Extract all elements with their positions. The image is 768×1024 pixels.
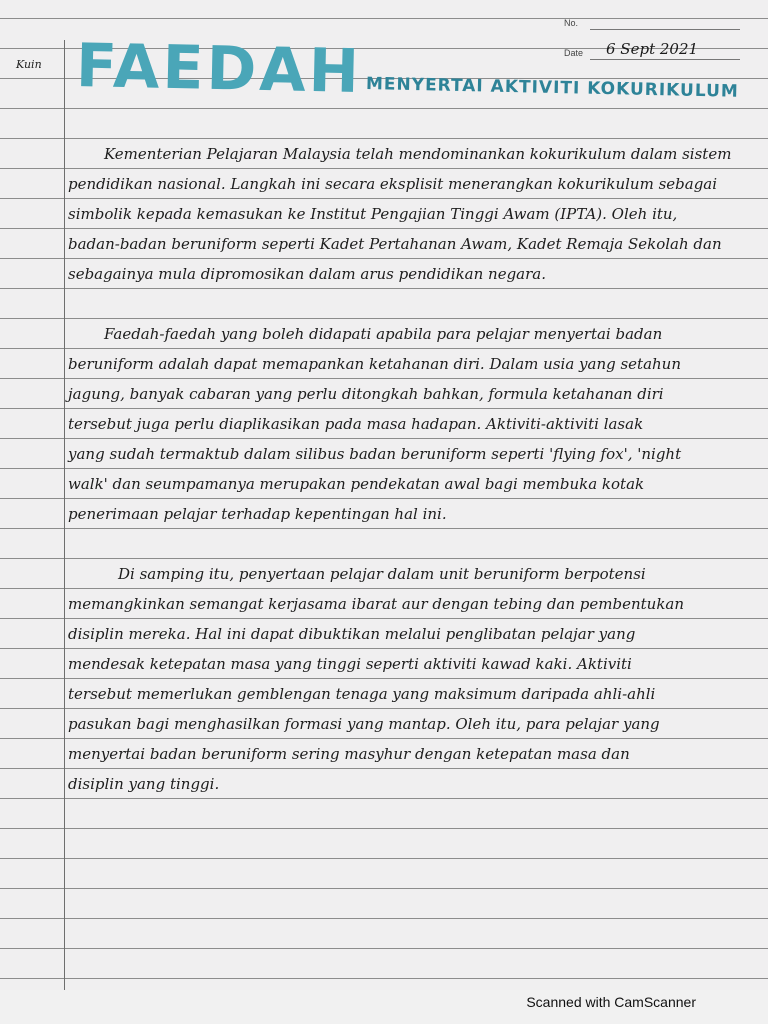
text-line: simbolik kepada kemasukan ke Institut Pengajian Tinggi Awam (IPTA). Oleh itu, [68,205,678,223]
text-line: yang sudah termaktub dalam silibus badan beruniform seperti 'flying fox', 'night [68,445,682,463]
text-line: beruniform adalah dapat memapankan ketahanan diri. Dalam usia yang setahun [68,355,682,373]
page-title: FAEDAH [75,31,363,107]
text-line: Kementerian Pelajaran Malaysia telah mendominankan kokurikulum dalam sistem [104,145,732,163]
date-value: 6 Sept 2021 [606,40,699,58]
text-line: penerimaan pelajar terhadap kepentingan hal ini. [68,505,447,523]
text-line: badan-badan beruniform seperti Kadet Pertahanan Awam, Kadet Remaja Sekolah dan [68,235,722,253]
text-line: menyertai badan beruniform sering masyhur dengan ketepatan masa dan [68,745,630,763]
text-line: mendesak ketepatan masa yang tinggi seperti aktiviti kawad kaki. Aktiviti [68,655,632,673]
corner-note: Kuin [16,58,42,71]
text-line: memangkinkan semangat kerjasama ibarat aur dengan tebing dan pembentukan [68,595,685,613]
text-line: tersebut memerlukan gemblengan tenaga yang maksimum daripada ahli-ahli [68,685,656,703]
margin-rule [64,40,65,990]
text-line: disiplin mereka. Hal ini dapat dibuktikan melalui penglibatan pelajar yang [68,625,636,643]
date-label: Date [564,48,584,58]
text-line: sebagainya mula dipromosikan dalam arus pendidikan negara. [68,265,546,283]
text-line: Di samping itu, penyertaan pelajar dalam unit beruniform berpotensi [118,565,646,583]
text-line: walk' dan seumpamanya merupakan pendekatan awal bagi membuka kotak [68,475,645,493]
text-line: pendidikan nasional. Langkah ini secara eksplisit menerangkan kokurikulum sebagai [68,175,718,193]
text-line: Faedah-faedah yang boleh didapati apabila para pelajar menyertai badan [104,325,663,343]
no-field-line [590,29,740,30]
no-label: No. [564,18,579,28]
date-field-line [590,59,740,60]
text-line: pasukan bagi menghasilkan formasi yang mantap. Oleh itu, para pelajar yang [68,715,660,733]
page-subtitle: MENYERTAI AKTIVITI KOKURIKULUM [365,74,739,102]
text-line: jagung, banyak cabaran yang perlu ditongkah bahkan, formula ketahanan diri [68,385,664,403]
text-line: disiplin yang tinggi. [68,775,220,793]
scanner-watermark: Scanned with CamScanner [526,994,696,1010]
text-line: tersebut juga perlu diaplikasikan pada masa hadapan. Aktiviti-aktiviti lasak [68,415,644,433]
